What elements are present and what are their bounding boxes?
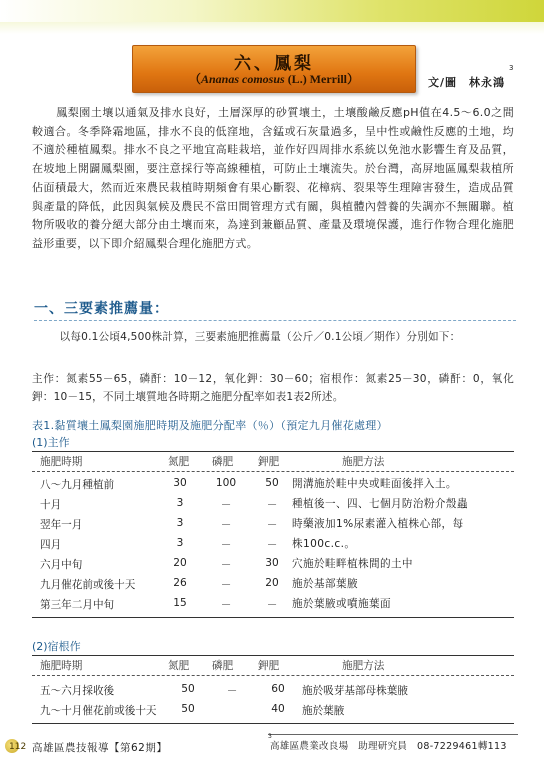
header-band-fade <box>0 22 544 34</box>
method-line: 穴施於畦畔植株間的土中 <box>292 558 413 570</box>
header-band <box>0 0 544 22</box>
table-bottom-rule <box>32 617 514 618</box>
main-crop-label: (1)主作 <box>32 436 70 449</box>
page-number: 112 <box>9 742 27 752</box>
publication-name: 高雄區農技報導【第62期】 <box>32 742 168 754</box>
col-header-phosphorus: 磷肥 <box>212 456 234 468</box>
method-line: 開溝施於畦中央或畦面後拌入土。 <box>292 478 457 490</box>
article-title-box <box>132 45 416 93</box>
table-title: 表1.黏質壤土鳳梨園施肥時期及施肥分配率（％）（預定九月催花處理） <box>32 419 388 432</box>
ratoon-crop-label: (2)宿根作 <box>32 640 81 653</box>
col-header-potassium: 鉀肥 <box>258 456 280 468</box>
table2-bottom-rule <box>32 723 514 724</box>
col-header-period: 施肥時期 <box>40 456 83 468</box>
method-line: 種植後一、四、七個月防治粉介殼蟲 <box>292 498 468 510</box>
intro-paragraph <box>32 104 514 254</box>
section-divider <box>34 320 516 321</box>
col-header-potassium: 鉀肥 <box>258 660 280 672</box>
footer-rule <box>268 734 518 735</box>
method-line: 時藥液加1%尿素灌入植株心部，每 <box>292 518 464 530</box>
method-line: 施於基部葉腋 <box>292 578 358 590</box>
col-header-nitrogen: 氮肥 <box>168 456 190 468</box>
author-footnote-mark: 3 <box>509 64 514 72</box>
author-affiliation: 高雄區農業改良場 助理研究員 08-7229461轉113 <box>270 741 507 752</box>
table-top-rule <box>32 451 514 452</box>
col-header-period: 施肥時期 <box>40 660 83 672</box>
footer-publication <box>0 734 224 768</box>
calc-note: 以每0.1公頃4,500株計算，三要素施肥推薦量（公斤／0.1公頃／期作）分別如下： <box>59 331 461 343</box>
latin-name-italic: Ananas comosus <box>200 72 285 86</box>
section-heading: 一、三要素推薦量： <box>34 301 169 317</box>
col-header-method: 施肥方法 <box>342 456 385 468</box>
article-title: 六、鳳梨 <box>234 54 314 74</box>
latin-name: （Ananas comosus (L.) Merrill） <box>188 72 360 86</box>
footer-footnote-mark: 3 <box>268 733 272 740</box>
method-line: 施於葉腋或噴施葉面 <box>292 598 391 610</box>
table-header-rule <box>32 471 514 472</box>
table2-header-rule <box>32 675 514 676</box>
method-line: 株100c.c.。 <box>292 538 356 550</box>
recommend-amounts: 主作：氮素55－65，磷酐：10－12，氧化鉀：30－60；宿根作：氮素25－30，磷酐：0，氧化鉀：10－15，不同土壤質地各時期之施肥分配率如表1表2所述。 <box>32 373 514 403</box>
col-header-phosphorus: 磷肥 <box>212 660 234 672</box>
col-header-nitrogen: 氮肥 <box>168 660 190 672</box>
table2-top-rule <box>32 655 514 656</box>
author-credit: 文/圖 林永鴻 <box>428 76 506 89</box>
col-header-method: 施肥方法 <box>342 660 385 672</box>
intro-text: 鳳梨園土壤以通氣及排水良好，土層深厚的砂質壤土，土壤酸鹼反應pH值在4.5～6.0之間較適合。冬季降霜地區，排水不良的低窪地，含錳或石灰量過多，呈中性或鹼性反應的土地，均不適於種植鳳梨。排水不良之平地宜高畦栽培，並作好四周排水系統以免池水影響生育及品質，在坡地上開闢鳳梨園，要注意採行等高線種植，可防止土壤流失。於台灣，高屏地區鳳梨栽植所佔面積最大，然而近來農民栽植時期頻會有果心斷裂、花樟病、裂果等生理障害發生，造成品質與產量的降低，此因與氣候及農民不當田間管理方式有關，與植體內營養的失調亦不無關聯。植物所吸收的養分絕大部分由土壤而來，為達到兼顧品質、產量及環境保護，進行作物合理化施肥益形重要，以下即介紹鳳梨合理化施肥方式。 <box>32 106 514 250</box>
